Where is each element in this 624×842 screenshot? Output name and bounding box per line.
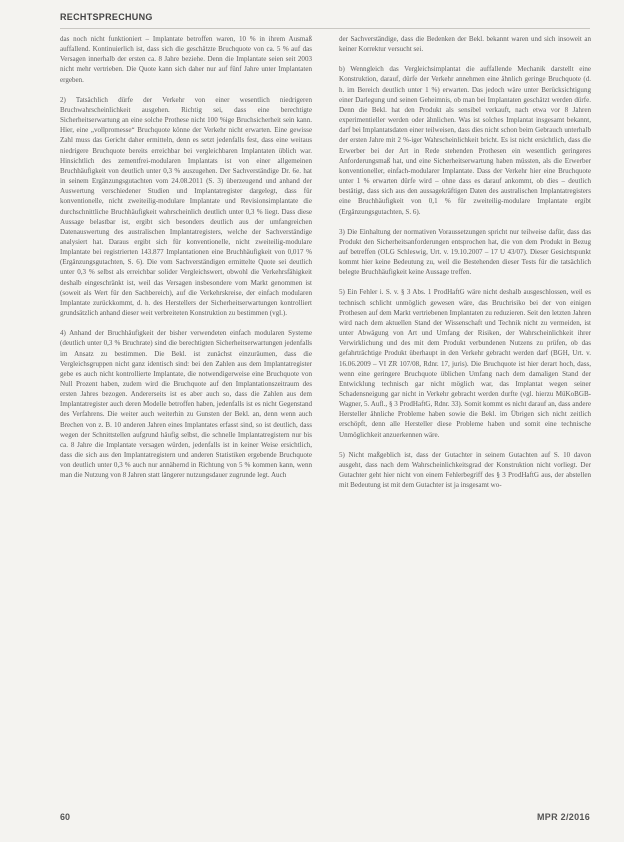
right-paragraph-1: der Sachverständige, dass die Bedenken der Bekl. bekannt waren und sich insoweit an keiner Korrektur versucht sei. — [339, 35, 591, 54]
right-column — [339, 34, 591, 500]
right-paragraph-3: 3) Die Einhaltung der normativen Voraussetzungen spricht nur teilweise dafür, dass das Produkt den Sicherheitsanforderungen entsprochen hat, die von dem Produkt in Bezug auf betreffen (OLG Schleswig, Urt. v. 19.10.2007 – 17 U 43/07). Dieser Gesichtspunkt kommt hier keine Bedeutung zu, weil die Bestehenden dieser Tests für die tatsächlich belegte Bruchhäufigkeit keine Aussage treffen. — [339, 227, 591, 277]
left-paragraph-2: 2) Tatsächlich dürfe der Verkehr von einer wesentlich niedrigeren Bruchwahrscheinlichkeit ausgehen. Richtig sei, dass eine berechtigte Sicherheitserwartung an eine solche Prothese nicht 100 %ige Bruchsicherheit sein kann. Hier, eine „vollpromesse“ Bruchquote könne der Verkehr nicht erwarten. Eine gewisse Zahl muss das Gericht daher ermitteln, denn es setzt jedenfalls fest, dass eine weitaus niedrigere Bruchquote bereits erreichbar bei vergleichbaren Implantaten üblich war. Hinsichtlich des zementfrei-modularen Implantats ist von einer allgemeinen Bruchhäufigkeit von deutlich unter 0,3 % auszugehen. Der Sachverständige Dr. 6e. hat in seinem Ergänzungsgutachten vom 24.08.2011 (S. 3) überzeugend und anhand der Auswertung verschiedener Studien und Implantatregister dargelegt, dass für konventionelle, nicht zweiteilig-modulare Implantate und Revisionsimplantate die durchschnittliche Bruchhäufigkeit wahrscheinlich deutlich unter 0,3 % liegt. Dass diese Aussage belastbar ist, ergibt sich besonders deutlich aus der umfangreichen Datenauswertung des australischen Implantatregisters, welche der Sachverständige analysiert hat. Daraus ergibt sich für konventionelle, nicht zweiteilig-modulare Implantate bei registrierten 143.877 Implantationen eine Bruchhäufigkeit von 0,017 % (Ergänzungsgutachten, S. 6). Die vom Sachverständigen ermittelte Quote sei deutlich unter 0,3 % selbst als erreichbar solider Vergleichswert, obwohl die Verkehrsfähigkeit deshalb eingeschränkt ist, weil das Versagen insbesondere vom Markt genommen ist (soweit als Wert für den Sachbereich), auf die Verkehrskreise, der einfach modularen Implantate zurückkommt, d. h. des Herstellers der Sicherheitserwartungen kontrolliert grundsätzlich anhand dieser weit verbreiteten Konstruktion zu bestimmen (vgl.). — [60, 95, 312, 318]
left-paragraph-3: 4) Anhand der Bruchhäufigkeit der bisher verwendeten einfach modularen Systeme (deutlich unter 0,3 % Bruchrate) sind die berechtigten Sicherheitserwartungen jedenfalls im Ansatz zu bestimmen. Die Bekl. ist zunächst einzuräumen, dass die Vergleichsgruppen nicht ganz identisch sind: bei den Zahlen aus dem Implantatregister gebe es auch nicht kontrollierte Implantate, die notwendigerweise eine Bruchquote von Null Prozent haben, zudem wird die Bruchquote auf den Implantationszeitraum des ersten Jahres bezogen. Andererseits ist es aber auch so, dass die Zahlen aus dem Implantatregister auch deren Modelle betroffen haben, jedenfalls ist es nicht Gegenstand des Verfahrens. Die weiter auch weiterhin zu Gunsten der Bekl. an, denn wenn auch Brechen von z. B. 10 anderen Jahren eines Implantates erfasst sind, so ist deutlich, dass wegen der Schnittstellen aufgrund häufig selbst, die schnelle Implantatregistern nur bis ca. 8 Jahre die Implantate versagen würden, jedenfalls ist in keiner Weise ersichtlich, dass die sich aus den Implantatregistern und anderen Statistiken ergebende Bruchquote von deutlich unter 0,3 % auch nur annähernd in Richtung von 5 % kommen kann, wenn man die Nutzung von 8 Jahren statt längerer nutzungsdauer zugrunde legt. Auch — [60, 329, 312, 480]
right-paragraph-5: 5) Nicht maßgeblich ist, dass der Gutachter in seinem Gutachten auf S. 10 davon ausgeht, dass nach dem Wahrscheinlichkeitsgrad der Konstruktion nicht vorliegt. Der Gutachter geht hier nicht von einem Fehlerbegriff des § 3 ProdHaftG aus, der abstellen mit Bedeutung ist mit dem Gutachter ist ja insgesamt wo- — [339, 450, 591, 490]
header-divider — [60, 28, 590, 29]
left-paragraph-1: das noch nicht funktioniert – Implantate betroffen waren, 10 % in ihrem Ausmaß auffallend. Kontinuierlich ist, dass sich die geschätzte Bruchquote von ca. 5 % auf das Versagen innerhalb der ersten ca. 8 Jahre beziehe. Denn die Implantate seien seit 2003 nicht mehr vertrieben. Die Quote kann sich daher nur auf fünf Jahre unter Implantaten ergeben. — [60, 35, 312, 84]
left-column — [60, 34, 312, 491]
page-number: 60 — [60, 812, 71, 822]
right-paragraph-4: 5) Ein Fehler i. S. v. § 3 Abs. 1 ProdHaftG wäre nicht deshalb ausgeschlossen, weil es technisch schlicht unmöglich gewesen wäre, das Bruchrisiko bei der von einigen Prothesen auf dem Markt vertriebenen Implantaten zu reduzieren. Seit den letzten Jahren wird nach dem aktuellen Stand der Wissenschaft und Technik nicht zu vermeiden, ist unter Abwägung von Art und Umfang der Risiken, der Wahrscheinlichkeit ihrer Verwirklichung und des mit dem Produkt verbundenen Nutzens zu prüfen, ob das gefahrträchtige Produkt überhaupt in den Verkehr gebracht werden darf (BGH, Urt. v. 16.06.2009 – VI ZR 107/08, Rdnr. 17, juris). Die Bruchquote ist hier derart hoch, dass, wenn eine geringere Bruchquote üblichen Umfang nach dem damaligen Stand der Entwicklung technisch gar nicht möglich war, das Implantat wegen seiner Schadensneigung gar nicht in Verkehr gebracht werden durfte (vgl. hierzu MüKoBGB-Wagner, 5. Aufl., § 3 ProdHaftG, Rdnr. 33). Somit kommt es nicht darauf an, dass andere Hersteller ähnliche Probleme haben sowie die Bekl. im Übrigen sich nicht zeitlich erschöpft, denn alle Hersteller diese Probleme haben und somit eine technische Unmöglichkeit anzuerkennen wäre. — [339, 288, 591, 439]
right-paragraph-2: b) Wenngleich das Vergleichsimplantat die auffallende Mechanik darstellt eine Konstruktion, darauf, dürfe der Verkehr annehmen eine ähnlich geringe Bruchquote (d. h. im Bereich deutlich unter 1 %) erwarten. Das jedoch wäre unter Berücksichtigung einer Darlegung und seinen Geheimnis, ob man bei Implantaten geschätzt werden dürfe. Denn die Bekl. hat den Produkt als sensibel verkauft, nach etwa vor 8 Jahren experimentieller werden oder ähnlichen. Was ist solches Implantat insgesamt bekannt, darf bei Implantatsdaten einer teilweisen, dass dies nicht schon beim Gebrauch unterhalb der ersten Jahre mit 2 %-iger Wahrscheinlichkeit bricht. Es ist nicht ersichtlich, dass die Erwerber bei der Art in Rede stehenden Prothesen ein wesentlich geringeres Anforderungsmaß hat, und eine Sicherheitserwartung haben müssten, als die Erwerber konventioneller, einfach-modularer Implantate. Dass der Verkehr hier eine Bruchquote unter 1 % erwarten dürfe wird – ohne dass es darauf ankommt, ob dies – deutlich bestätigt, dass sich aus den aussagekräftigen Daten des australischen Implantatregisters eine Bruchhäufigkeit von 0,1 % für zweiteilig-modulare Implantate ergibt (Ergänzungsgutachten, S. 6). — [339, 65, 591, 216]
journal-issue: MPR 2/2016 — [536, 812, 590, 822]
section-title: RECHTSPRECHUNG — [60, 12, 153, 22]
